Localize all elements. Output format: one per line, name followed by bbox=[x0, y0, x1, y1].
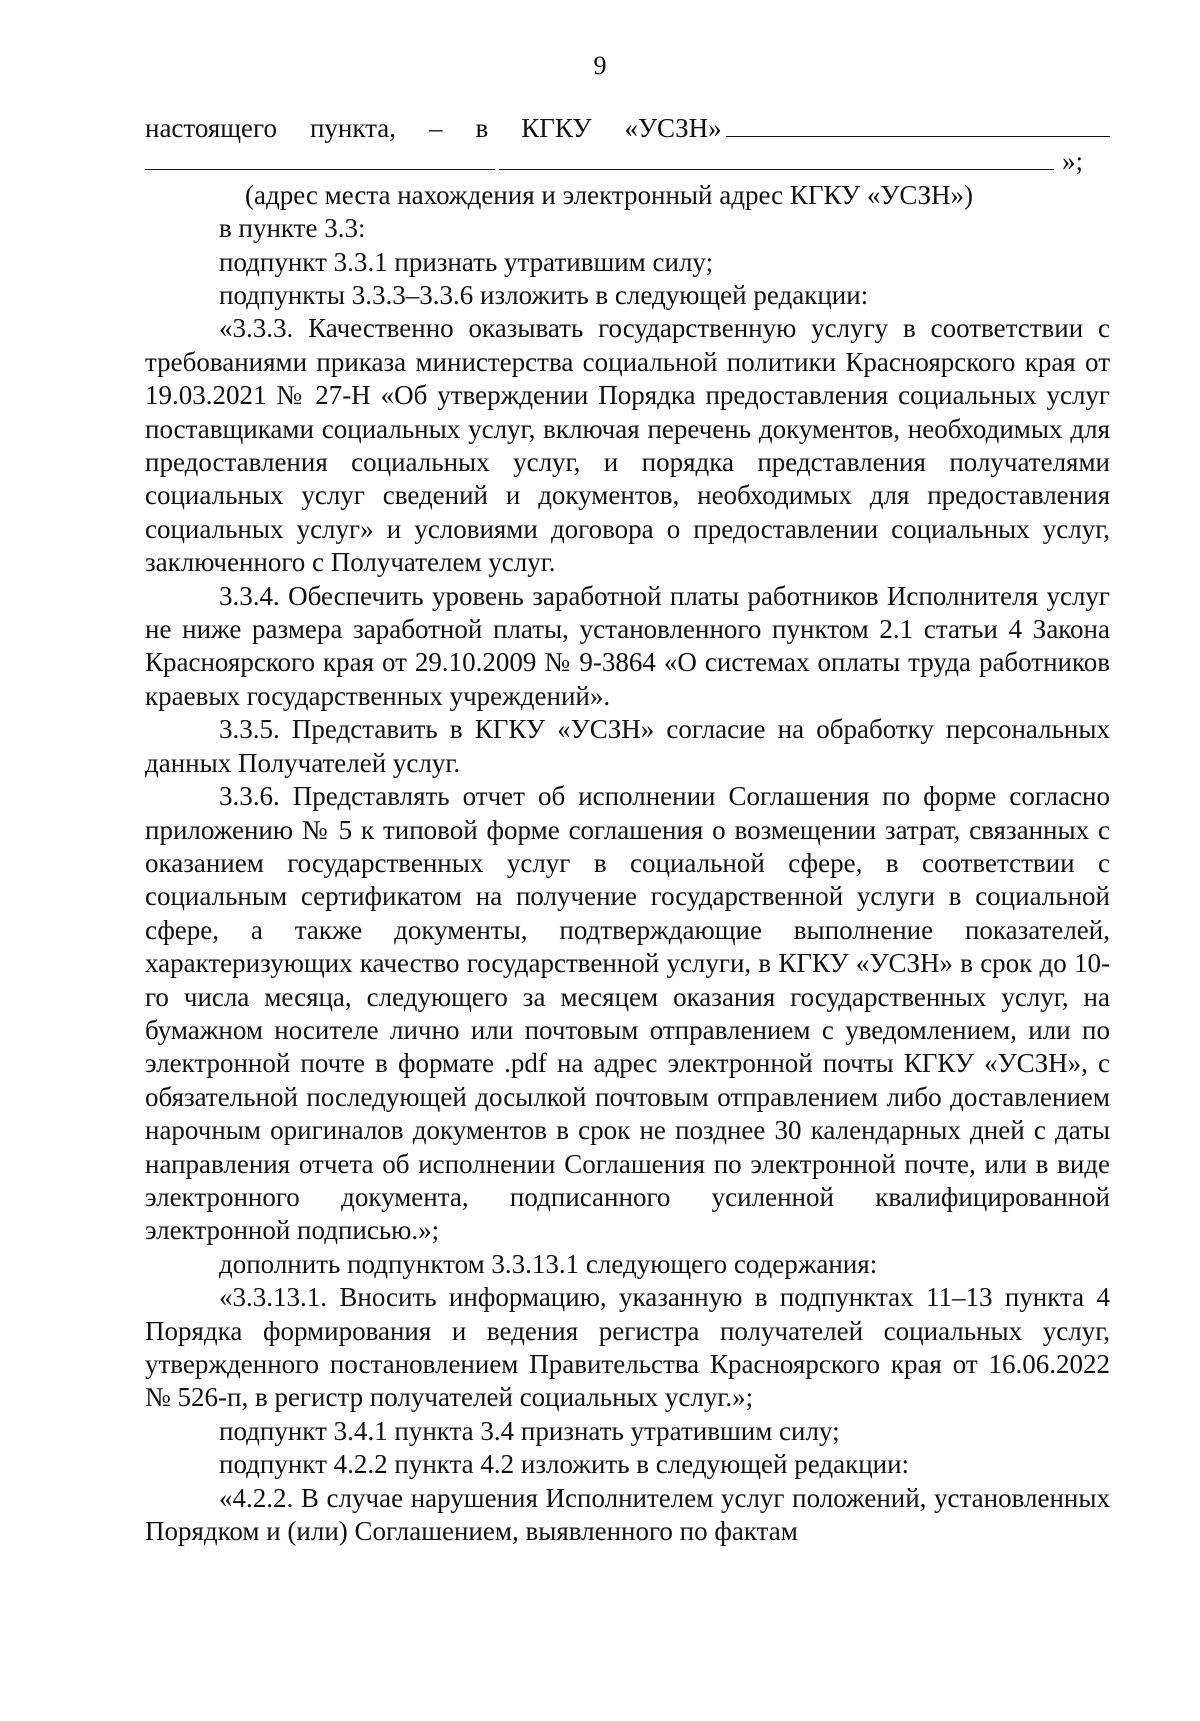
paragraph: 3.3.6. Представлять отчет об исполнении Соглашения по форме согласно приложению № 5 к типовой форме соглашения о возмещении затрат, связанных с оказанием государственных услуг в социальной сфере, в соответствии с социальным сертификатом на получение государственной услуги в социальной сфере, а также документы, подтверждающие выполнение показателей, характеризующих качество государственной услуги, в КГКУ «УСЗН» в срок до 10-го числа месяца, следующего за месяцем оказания государственных услуг, на бумажном носителе лично или почтовым отправлением с уведомлением, или по электронной почте в формате .pdf на адрес электронной почты КГКУ «УСЗН», с обязательной последующей досылкой почтовым отправлением либо доставлением нарочным оригиналов документов в срок не позднее 30 календарных дней с даты направления отчета об исполнении Соглашения по электронной почте, или в виде электронного документа, подписанного усиленной квалифицированной электронной подписью.»; bbox=[145, 781, 1110, 1246]
field-line-word: в bbox=[475, 113, 489, 143]
blank-line-tail: »; bbox=[1062, 146, 1084, 177]
address-blank-field bbox=[499, 145, 1054, 170]
page-number: 9 bbox=[593, 51, 607, 80]
paragraph: «3.3.3. Качественно оказывать государственную услугу в соответствии с требованиями приказа министерства социальной политики Красноярского края от 19.03.2021 № 27-Н «Об утверждении Порядка предоставления социальных услуг поставщиками социальных услуг, включая перечень документов, необходимых для предоставления социальных услуг, и порядка представления получателями социальных услуг сведений и документов, необходимых для предоставления социальных услуг» и условиями договора о предоставлении социальных услуг, заключенного с Получателем услуг. bbox=[145, 313, 1110, 578]
paragraph: подпункт 3.4.1 пункта 3.4 признать утратившим силу; bbox=[219, 1415, 840, 1446]
paragraph: 3.3.5. Представить в КГКУ «УСЗН» согласие на обработку персональных данных Получателей услуг. bbox=[145, 714, 1110, 778]
paragraph: «3.3.13.1. Вносить информацию, указанную в подпунктах 11–13 пункта 4 Порядка формирования и ведения регистра получателей социальных услуг, утвержденного постановлением Правительства Красноярского края от 16.06.2022 № 526-п, в регистр получателей социальных услуг.»; bbox=[145, 1282, 1110, 1413]
field-line-word: пункта, bbox=[309, 113, 396, 143]
paragraph: 3.3.4. Обеспечить уровень заработной платы работников Исполнителя услуг не ниже размера заработной платы, установленного пунктом 2.1 статьи 4 Закона Красноярского края от 29.10.2009 № 9-3864 «О системах оплаты труда работников краевых государственных учреждений». bbox=[145, 580, 1110, 711]
field-caption: (адрес места нахождения и электронный адрес КГКУ «УСЗН») bbox=[245, 179, 973, 210]
address-field-line bbox=[145, 112, 1110, 145]
paragraph: в пункте 3.3: bbox=[219, 213, 366, 244]
field-line-word: настоящего bbox=[145, 113, 277, 143]
field-line-word: «УСЗН» bbox=[624, 113, 722, 143]
field-line-word: КГКУ bbox=[521, 113, 592, 143]
document-body bbox=[145, 112, 1110, 1548]
address-blank-field bbox=[145, 145, 495, 170]
address-blank-line bbox=[145, 145, 1110, 178]
paragraph: дополнить подпунктом 3.3.13.1 следующего содержания: bbox=[219, 1248, 878, 1279]
paragraph: подпункт 3.3.1 признать утратившим силу; bbox=[219, 246, 714, 277]
address-blank-field bbox=[726, 112, 1110, 137]
paragraph: подпункты 3.3.3–3.3.6 изложить в следующей редакции: bbox=[219, 280, 869, 310]
paragraph: подпункт 4.2.2 пункта 4.2 изложить в следующей редакции: bbox=[219, 1449, 910, 1480]
field-line-word: – bbox=[428, 113, 443, 143]
paragraph: «4.2.2. В случае нарушения Исполнителем услуг положений, установленных Порядком и (или) Соглашением, выявленного по фактам bbox=[145, 1482, 1110, 1547]
